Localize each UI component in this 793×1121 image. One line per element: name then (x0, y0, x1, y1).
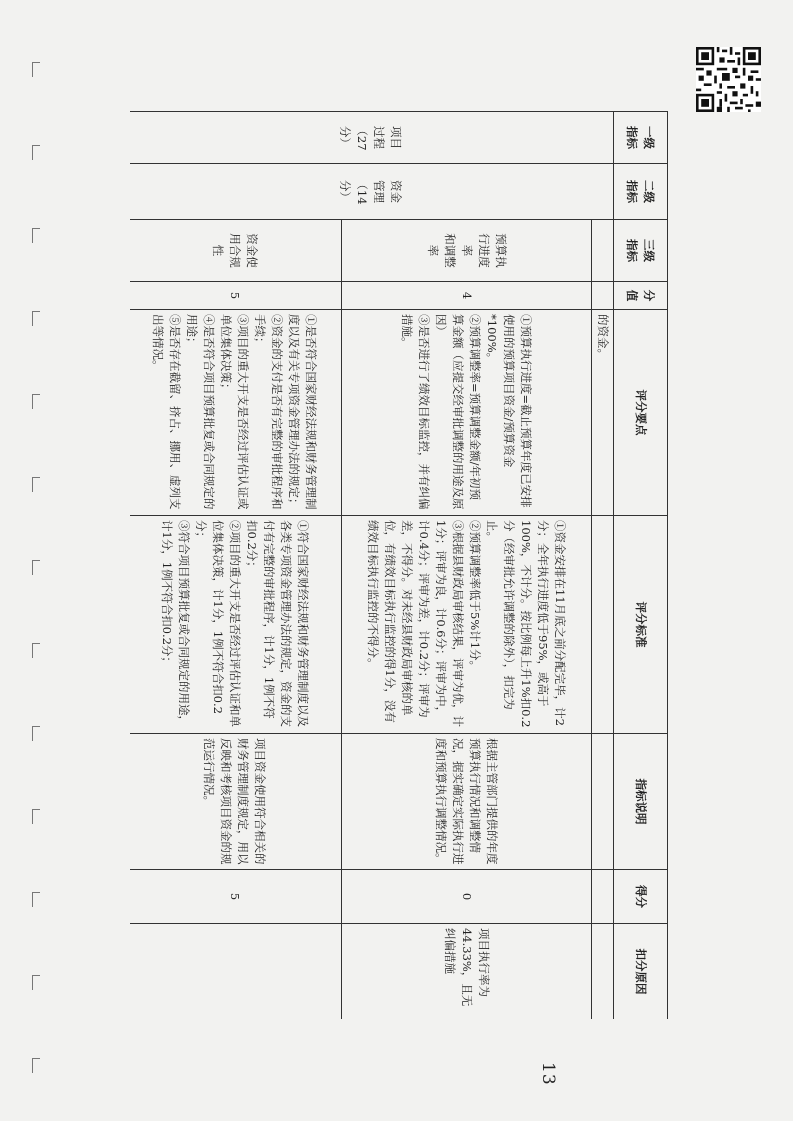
binding-mark (32, 726, 40, 741)
header-deduction: 扣分原因 (614, 924, 668, 1020)
header-score-value: 分 值 (614, 282, 668, 310)
page-number: 13 (538, 1062, 558, 1086)
deduction-cell (130, 924, 342, 1020)
points-cell: ①预算执行进度=截止预算年度已安排使用的预算项目资金/预算资金*100%。 ②预算调整率=预算调整金额/年初预算金额（应提交经审批调整的用途及原因） ③是否进行了绩效目标监控，并有纠偏措施。 (342, 310, 592, 516)
binding-mark (32, 477, 40, 492)
header-level3: 三级 指标 (614, 220, 668, 282)
binding-mark (32, 62, 40, 77)
empty-cell (592, 282, 614, 310)
level2-cell: 资金 管理 （14 分） (130, 164, 614, 220)
table-header-row (614, 112, 668, 1020)
binding-mark (32, 560, 40, 575)
criteria-cell: ①资金安排在11月底之前分配完毕，计2分；全年执行进度低于95%，或高于100%，不计分。按比例每上升1%扣0.2分（经审批允许调整的除外），扣完为止。 ②预算调整率低于5%计1分。 ③根据县财政局审核结果，评审为优，计1分；评审为良，计0.6分；评审为中，计0.4分；评审为差，计0.2分；评审为差，不得分。对未经县财政局审核的单位，有绩效目标执行监控的得1分，没有绩效目标执行监控的不得分。 (342, 516, 592, 734)
binding-mark (32, 975, 40, 990)
explanation-cell: 根据主管部门提供的年度预算执行情况和调整情况，据实确定实际执行进度和预算执行调整情况。 (342, 734, 592, 870)
header-explanation: 指标说明 (614, 734, 668, 870)
empty-cell (592, 870, 614, 924)
binding-mark (32, 311, 40, 326)
criteria-cell: ①符合国家财经法规和财务管理制度以及各类专项资金管理办法的规定，资金的支付有完整的审批程序，计1分，1例不符扣0.2分； ②项目的重大开支是否经过评估认证和单位集体决策，计1分，1例不符合扣0.2分； ③符合项目预算批复或合同规定的用途，计1分，1例不符合扣0.2分； (130, 516, 342, 734)
binding-mark (32, 809, 40, 824)
empty-cell (592, 924, 614, 1020)
header-points: 评分要点 (614, 310, 668, 516)
points-cell: ①是否符合国家财经法规和财务管理制度以及有关专项资金管理办法的规定； ②资金的支付是否有完整的审批程序和手续； ③项目的重大开支是否经过评估认证或单位集体决策； ④是否符合项目预算批复或合同规定的用途； ⑤是否存在截留、挤占、挪用、虚列支出等情况。 (130, 310, 342, 516)
evaluation-table (130, 111, 668, 1019)
level3-cell: 预算执 行进度 率 和调整 率 (342, 220, 592, 282)
score-value-cell: 4 (342, 282, 592, 310)
table-row (342, 112, 592, 1020)
binding-mark (32, 228, 40, 243)
empty-cell (592, 734, 614, 870)
deduction-cell: 项目执行率为44.33%，且无纠偏措施 (342, 924, 592, 1020)
evaluation-table-container (130, 111, 668, 1019)
carry-over-text: 的资金。 (592, 310, 614, 516)
empty-cell (592, 220, 614, 282)
header-score: 得分 (614, 870, 668, 924)
explanation-cell: 项目资金使用符合相关的财务管理制度规定，用以反映和考核项目资金的规范运行情况。 (130, 734, 342, 870)
empty-cell (592, 516, 614, 734)
level1-cell: 项目 过程 （27分） (130, 112, 614, 164)
header-level2: 二级 指标 (614, 164, 668, 220)
table-row (130, 112, 342, 1020)
score-cell: 0 (342, 870, 592, 924)
table-row-carry-over (592, 112, 614, 1020)
header-level1: 一级 指标 (614, 112, 668, 164)
score-cell: 5 (130, 870, 342, 924)
qr-code-icon (696, 47, 761, 112)
binding-mark (32, 1058, 40, 1073)
level3-cell: 资金使 用合规 性 (130, 220, 342, 282)
binding-mark (32, 643, 40, 658)
score-value-cell: 5 (130, 282, 342, 310)
binding-mark (32, 394, 40, 409)
header-criteria: 评分标准 (614, 516, 668, 734)
binding-mark (32, 892, 40, 907)
binding-mark (32, 145, 40, 160)
